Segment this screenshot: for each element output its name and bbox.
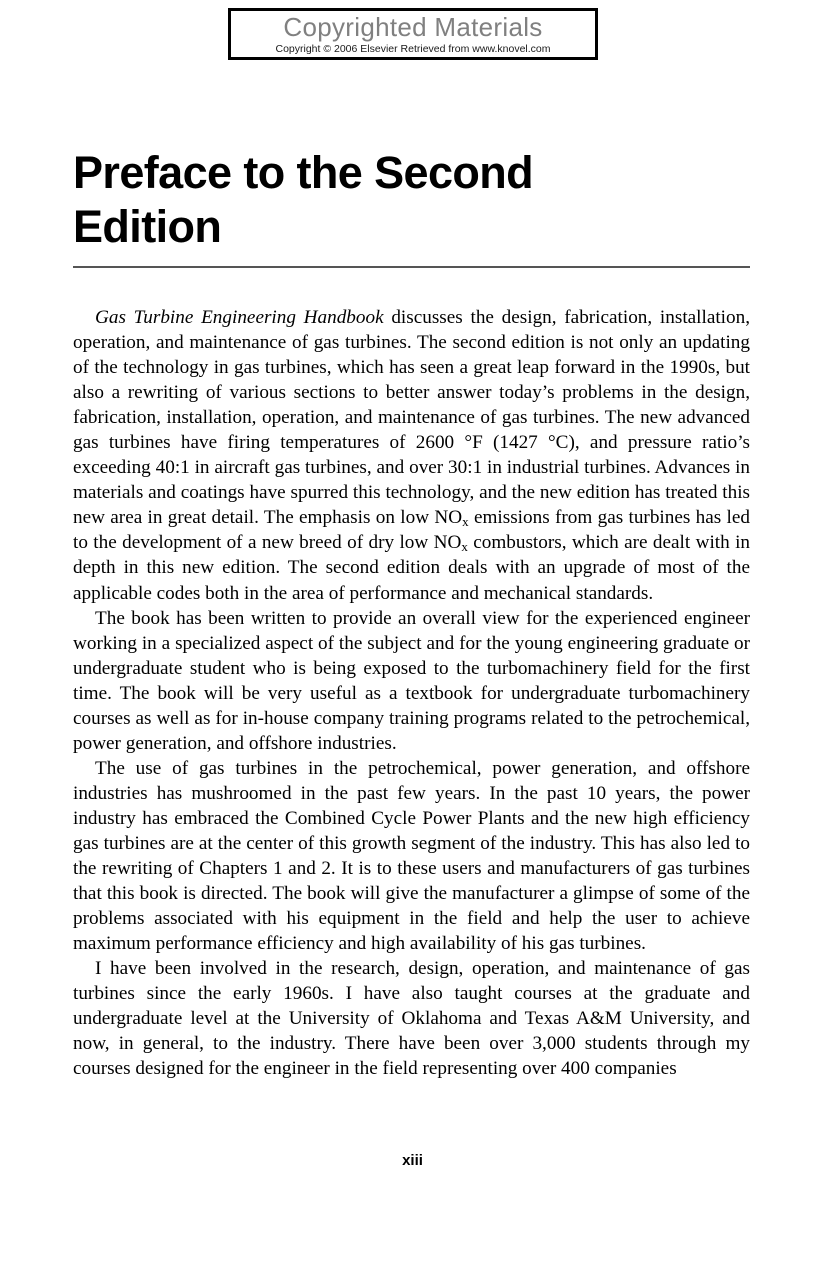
page-number: xiii <box>402 1152 423 1169</box>
copyright-stamp-box <box>228 8 598 60</box>
nox-subscript-1: x <box>462 514 469 530</box>
copyright-stamp-subtitle: Copyright © 2006 Elsevier Retrieved from www.knovel.com <box>275 43 551 55</box>
paragraph-1 <box>73 305 750 606</box>
paragraph-1-part-c: combustors, which are dealt with in depth in this new edition. The second edition deals with an upgrade of most of the applicable codes both in the area of performance and mechanical standards. <box>73 532 750 604</box>
paragraph-2: The book has been written to provide an overall view for the experienced engineer working in a specialized aspect of the subject and for the young engineering graduate or undergraduate student who is being exposed to the turbomachinery field for the first time. The book will be very useful as a textbook for undergraduate turbomachinery courses as well as for in-house company training programs related to the petrochemical, power generation, and offshore industries. <box>73 607 750 754</box>
paragraph-1-part-a: discusses the design, fabrication, installation, operation, and maintenance of gas turbines. The second edition is not only an updating of the technology in gas turbines, which has seen a great leap forward in the 1990s, but also a rewriting of various sections to better answer today’s problems in the design, fabrication, installation, operation, and maintenance of gas turbines. The new advanced gas turbines have firing temperatures of 2600 °F (1427 °C), and pressure ratio’s exceeding 40:1 in aircraft gas turbines, and over 30:1 in industrial turbines. Advances in materials and coatings have spurred this technology, and the new edition has treated this new area in great detail. The emphasis on low NO <box>73 307 750 529</box>
paragraph-1-part-b: emissions from gas turbines has led to the development of a new breed of dry low NO <box>73 507 750 554</box>
paragraph-3: The use of gas turbines in the petrochemical, power generation, and offshore industries has mushroomed in the past few years. In the past 10 years, the power industry has embraced the Combined Cycle Power Plants and the new high efficiency gas turbines are at the center of this growth segment of the industry. This has also led to the rewriting of Chapters 1 and 2. It is to these users and manufacturers of gas turbines that this book is directed. The book will give the manufacturer a glimpse of some of the problems associated with his equipment in the field and help the user to achieve maximum performance efficiency and high availability of his gas turbines. <box>73 757 750 955</box>
page-title: Preface to the Second Edition <box>73 147 534 252</box>
paragraph-4: I have been involved in the research, design, operation, and maintenance of gas turbines since the early 1960s. I have also taught courses at the graduate and undergraduate level at the University of Oklahoma and Texas A&M University, and now, in general, to the industry. There have been over 3,000 students through my courses designed for the engineer in the field representing over 400 companies <box>73 958 750 1080</box>
copyright-stamp-title: Copyrighted Materials <box>283 12 543 42</box>
book-title-italic: Gas Turbine Engineering Handbook <box>95 307 384 328</box>
body-text-column <box>73 305 750 1081</box>
title-divider <box>73 266 750 268</box>
nox-subscript-2: x <box>461 539 468 555</box>
